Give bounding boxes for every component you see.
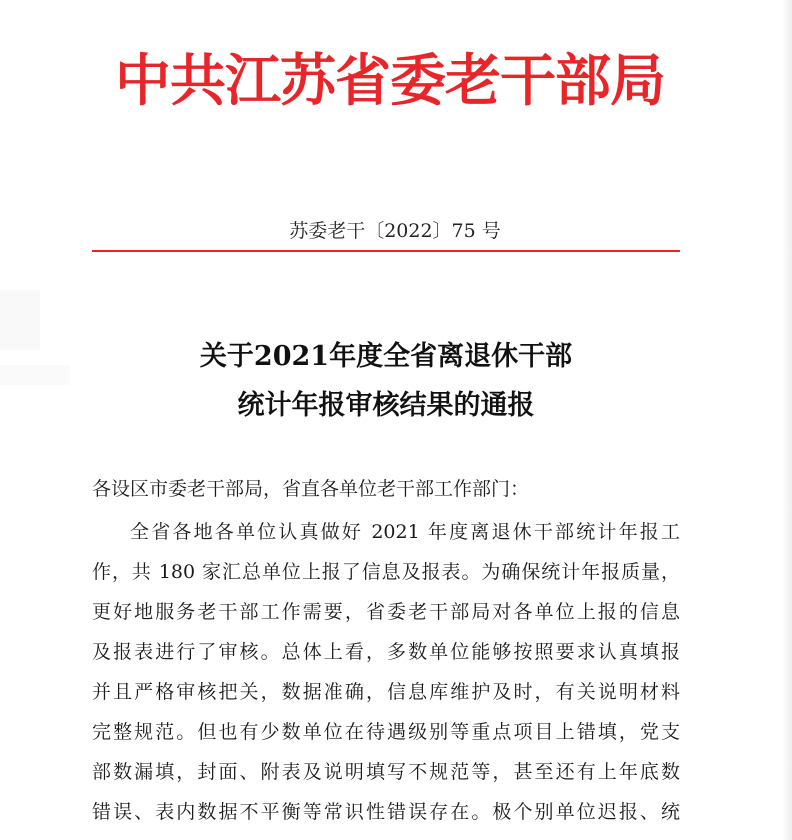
salutation: 各设区市委老干部局，省直各单位老干部工作部门： bbox=[92, 478, 530, 500]
body-text-line: 部数漏填，封面、附表及说明填写不规范等，甚至还有上年底数 bbox=[92, 761, 680, 783]
body-text-line: 及报表进行了审核。总体上看，多数单位能够按照要求认真填报 bbox=[92, 641, 680, 663]
body-text-line: 作，共 180 家汇总单位上报了信息及报表。为确保统计年报质量， bbox=[92, 561, 680, 583]
body-text-line: 错误、表内数据不平衡等常识性错误存在。极个别单位迟报、统 bbox=[92, 801, 680, 823]
document-number: 苏委老干〔2022〕75 号 bbox=[289, 220, 501, 242]
scan-artifact bbox=[0, 365, 70, 385]
body-text-line: 全省各地各单位认真做好 2021 年度离退休干部统计年报工 bbox=[130, 521, 680, 543]
scan-artifact bbox=[0, 290, 40, 350]
body-text-line: 完整规范。但也有少数单位在待遇级别等重点项目上错填，党支 bbox=[92, 721, 680, 743]
issuing-organization-header: 中共江苏省委老干部局 bbox=[115, 49, 665, 114]
page-edge-shadow bbox=[782, 0, 792, 840]
document-title-line-2: 统计年报审核结果的通报 bbox=[237, 390, 535, 421]
body-text-line: 并且严格审核把关，数据准确，信息库维护及时，有关说明材料 bbox=[92, 681, 680, 703]
document-title-line-1: 关于2021年度全省离退休干部 bbox=[199, 341, 573, 372]
red-divider-line bbox=[92, 250, 680, 252]
body-text-line: 更好地服务老干部工作需要，省委老干部局对各单位上报的信息 bbox=[92, 601, 680, 623]
